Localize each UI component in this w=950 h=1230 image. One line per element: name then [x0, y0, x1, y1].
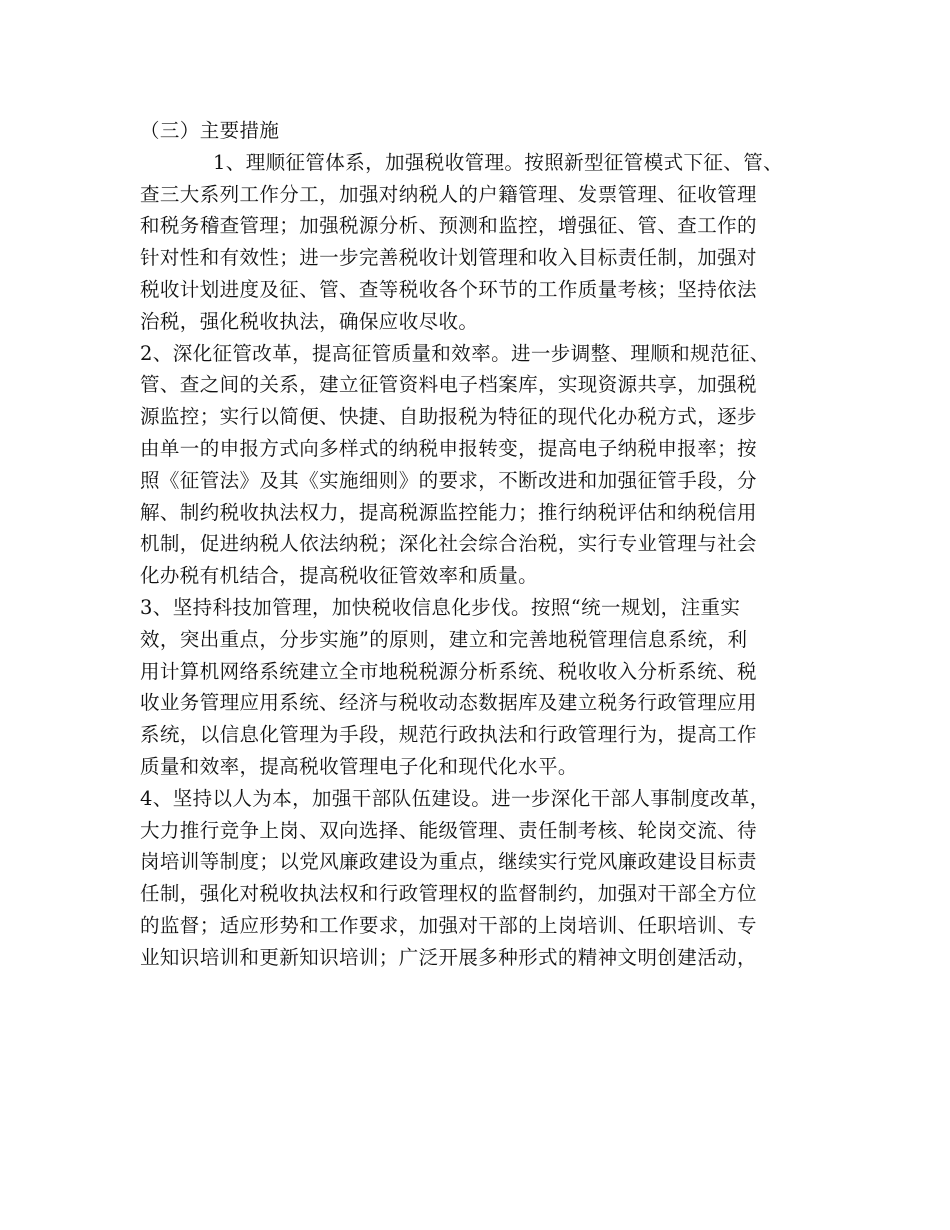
paragraph-line: 3、坚持科技加管理，加快税收信息化步伐。按照“统一规划，注重实	[140, 595, 741, 619]
paragraph-line: 针对性和有效性；进一步完善税收计划管理和收入目标责任制，加强对	[140, 246, 757, 270]
paragraph-line: 机制，促进纳税人依法纳税；深化社会综合治税，实行专业管理与社会	[140, 532, 757, 556]
paragraph-line: 的监督；适应形势和工作要求，加强对干部的上岗培训、任职培训、专	[140, 913, 757, 937]
paragraph-line: 管、查之间的关系，建立征管资料电子档案库，实现资源共享，加强税	[140, 373, 757, 397]
paragraph-line: 照《征管法》及其《实施细则》的要求，不断改进和加强征管手段，分	[140, 468, 757, 492]
paragraph-line: 岗培训等制度；以党风廉政建设为重点，继续实行党风廉政建设目标责	[140, 850, 757, 874]
paragraph-line: 查三大系列工作分工，加强对纳税人的户籍管理、发票管理、征收管理	[140, 182, 757, 206]
paragraph-line: 用计算机网络系统建立全市地税税源分析系统、税收收入分析系统、税	[140, 659, 757, 683]
paragraph-line: 源监控；实行以简便、快捷、自助报税为特征的现代化办税方式，逐步	[140, 405, 757, 429]
paragraph-line: 大力推行竞争上岗、双向选择、能级管理、责任制考核、轮岗交流、待	[140, 818, 757, 842]
paragraph-line: 税收计划进度及征、管、查等税收各个环节的工作质量考核；坚持依法	[140, 277, 757, 301]
paragraph-line: 2、深化征管改革，提高征管质量和效率。进一步调整、理顺和规范征、	[140, 341, 770, 365]
paragraph-line: 业知识培训和更新知识培训；广泛开展多种形式的精神文明创建活动，	[140, 945, 757, 969]
paragraph-line: 1、理顺征管体系，加强税收管理。按照新型征管模式下征、管、	[213, 150, 784, 174]
document-body	[140, 115, 820, 974]
paragraph-line: 治税，强化税收执法，确保应收尽收。	[140, 309, 479, 333]
paragraph-line: 效，突出重点，分步实施”的原则，建立和完善地税管理信息系统，利	[140, 627, 748, 651]
paragraph-line: 由单一的申报方式向多样式的纳税申报转变，提高电子纳税申报率；按	[140, 436, 757, 460]
section-heading: （三）主要措施	[140, 119, 280, 142]
paragraph-line: 解、制约税收执法权力，提高税源监控能力；推行纳税评估和纳税信用	[140, 500, 757, 524]
paragraph-line: 质量和效率，提高税收管理电子化和现代化水平。	[140, 754, 578, 778]
paragraph-line: 4、坚持以人为本，加强干部队伍建设。进一步深化干部人事制度改革，	[140, 786, 770, 810]
paragraph-line: 任制，强化对税收执法权和行政管理权的监督制约，加强对干部全方位	[140, 882, 757, 906]
paragraph-line: 收业务管理应用系统、经济与税收动态数据库及建立税务行政管理应用	[140, 691, 757, 715]
paragraph-line: 系统，以信息化管理为手段，规范行政执法和行政管理行为，提高工作	[140, 723, 757, 747]
paragraph-line: 和税务稽查管理；加强税源分析、预测和监控，增强征、管、查工作的	[140, 214, 757, 238]
paragraph-line: 化办税有机结合，提高税收征管效率和质量。	[140, 564, 539, 588]
